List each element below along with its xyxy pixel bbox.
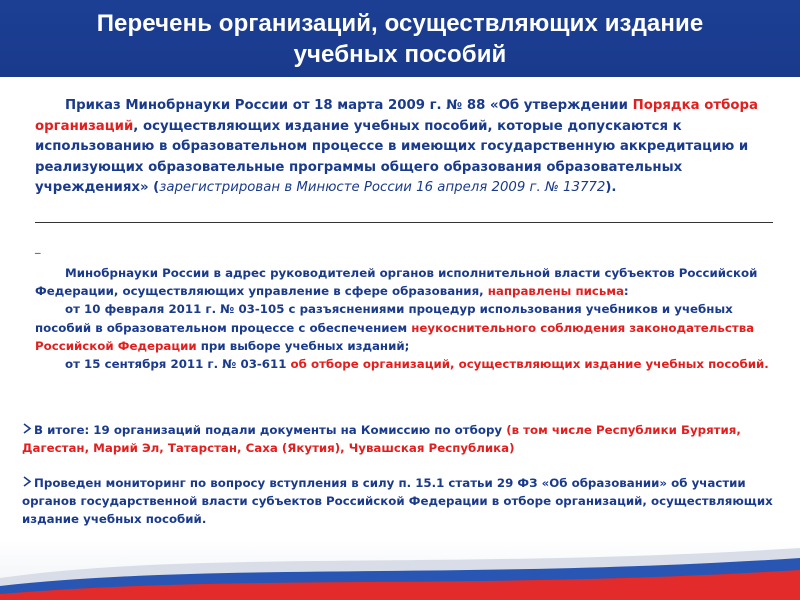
summary-bullet-1 (22, 421, 782, 457)
order-paragraph (35, 96, 780, 199)
letters-colon: : (623, 284, 629, 299)
bullet-2-text: Проведен мониторинг по вопросу вступления в силу п. 15.1 статьи 29 ФЗ «Об образовании» об участии органов государственной власти субъектов Российской Федерации в отборе организаций, осуществляющих издание учебных пособий. (22, 476, 773, 527)
letters-sent: направлены письма (487, 284, 624, 299)
bullet-arrow-icon (22, 421, 34, 439)
letters-intro: Минобрнауки России в адрес руководителей органов исполнительной власти субъектов Российской Федерации, осуществляющих управление в сфере образования, (35, 266, 758, 299)
letter-2-text: от 15 сентября 2011 г. № 03-611 (65, 357, 291, 372)
letter-2-red: об отборе организаций, осуществляющих издание учебных пособий. (290, 357, 769, 372)
page-title-line-1: Перечень организаций, осуществляющих издание (96, 9, 704, 37)
bullet-1-red: (в том числе Республики Бурятия, Дагестан, Марий Эл, Татарстан, Саха (Якутия), Чувашская Республика) (22, 423, 741, 456)
order-text-1: Приказ Минобрнауки России от 18 марта 2009 г. № 88 «Об утверждении (65, 98, 633, 113)
header-banner (0, 0, 800, 77)
letter-1-text: от 10 февраля 2011 г. № 03-105 с разъяснениями процедур использования учебников и учебных пособий в образовательном процессе с обеспечением (35, 302, 733, 335)
separator-line (35, 222, 773, 223)
letter-1-red: неукоснительного соблюдения законодательства Российской Федерации (35, 320, 755, 353)
tricolor-wave-decoration (0, 540, 800, 600)
letter-1-end: при выборе учебных изданий; (196, 338, 410, 353)
bullet-arrow-icon (22, 474, 34, 492)
bullet-1-text: В итоге: 19 организаций подали документы на Комиссию по отбору (34, 423, 507, 437)
order-text-red: Порядка отбора организаций (35, 98, 759, 134)
order-registration: зарегистрирован в Минюсте России 16 апреля 2009 г. № 13772 (159, 180, 606, 195)
order-text-end: ). (605, 180, 617, 195)
page-title-line-2: учебных пособий (293, 40, 507, 68)
letters-paragraph (35, 264, 780, 373)
summary-bullet-2 (22, 474, 782, 529)
separator-tail: _ (35, 241, 41, 254)
order-text-2: , осуществляющих издание учебных пособий, которые допускаются к использованию в образовательном процессе в имеющих государственную аккредитацию и реализующих образовательные программы общего образования образовательных учреждениях» ( (35, 118, 749, 195)
